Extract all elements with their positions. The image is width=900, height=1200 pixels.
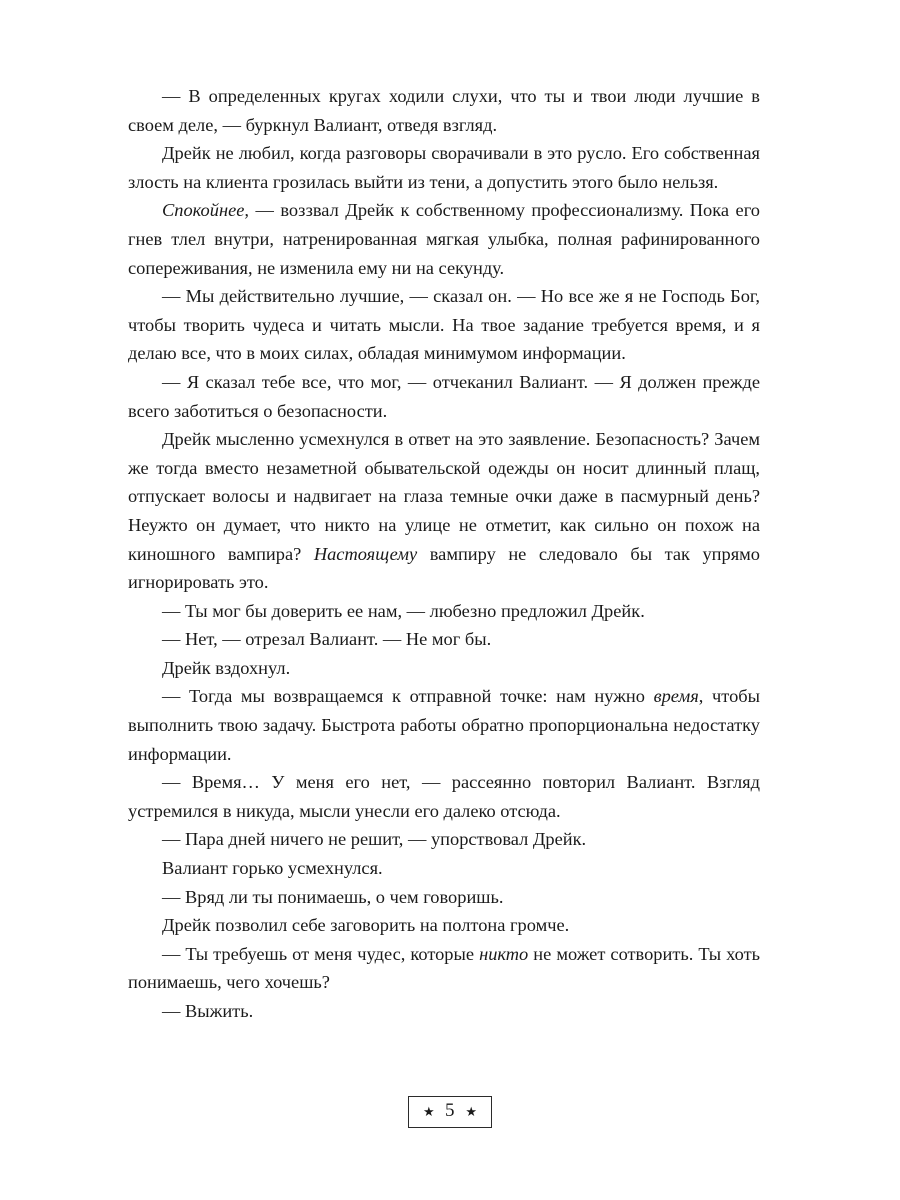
star-icon: ★ bbox=[465, 1103, 477, 1119]
paragraph-text: не может сотворить. Ты хоть понимаешь, чего хочешь? bbox=[128, 943, 760, 993]
page-number-container bbox=[0, 1096, 900, 1128]
paragraph: — Время… У меня его нет, — рассеянно повторил Валиант. Взгляд устремился в никуда, мысли унесли его далеко отсюда. bbox=[128, 772, 760, 821]
paragraph: Дрейк не любил, когда разговоры сворачивали в это русло. Его собственная злость на клиента грозилась выйти из тени, а допустить этого было нельзя. bbox=[128, 143, 760, 192]
star-icon: ★ bbox=[423, 1103, 435, 1119]
paragraph-text: , чтобы выполнить твою задачу. Быстрота работы обратно пропорциональна недостатку информации. bbox=[128, 686, 760, 764]
paragraph-text: Дрейк мысленно усмехнулся в ответ на это заявление. Безопасность? Зачем же тогда вместо незаметной обывательской одежды он носит длинный плащ, отпускает волосы и надвигает на глаза темные очки даже в пасмурный день? Неужто он думает, что никто на улице не отметит, как сильно он похож на киношного вампира? bbox=[128, 429, 760, 564]
paragraph: — В определенных кругах ходили слухи, что ты и твои люди лучшие в своем деле, — буркнул Валиант, отведя взгляд. bbox=[128, 86, 760, 135]
paragraph: — Выжить. bbox=[162, 1001, 254, 1021]
emphasized-text: никто bbox=[479, 943, 529, 964]
paragraph bbox=[128, 940, 760, 997]
paragraph: — Вряд ли ты понимаешь, о чем говоришь. bbox=[162, 886, 504, 907]
paragraph: — Ты мог бы доверить ее нам, — любезно предложил Дрейк. bbox=[162, 600, 645, 621]
paragraph bbox=[128, 682, 760, 768]
paragraph-text: — воззвал Дрейк к собственному профессионализму. Пока его гнев тлел внутри, натренированная мягкая улыбка, полная рафинированного сопереживания, не изменила ему ни на секунду. bbox=[128, 200, 760, 278]
paragraph: — Нет, — отрезал Валиант. — Не мог бы. bbox=[162, 629, 492, 650]
page-number: 5 bbox=[445, 1100, 455, 1121]
paragraph-text: — Тогда мы возвращаемся к отправной точке: нам нужно bbox=[162, 686, 654, 707]
emphasized-text: Спокойнее, bbox=[162, 200, 249, 221]
paragraph: Дрейк вздохнул. bbox=[162, 657, 291, 678]
paragraph: — Я сказал тебе все, что мог, — отчеканил Валиант. — Я должен прежде всего заботиться о безопасности. bbox=[128, 371, 760, 421]
emphasized-text: время bbox=[653, 686, 699, 707]
paragraph: Дрейк позволил себе заговорить на полтона громче. bbox=[162, 915, 570, 936]
paragraph: Валиант горько усмехнулся. bbox=[162, 858, 383, 879]
page-body-text bbox=[128, 82, 760, 1026]
paragraph-text: — Ты требуешь от меня чудес, которые bbox=[162, 943, 480, 964]
emphasized-text: Настоящему bbox=[313, 543, 418, 564]
paragraph bbox=[128, 425, 760, 597]
paragraph: — Мы действительно лучшие, — сказал он. — Но все же я не Господь Бог, чтобы творить чудеса и читать мысли. На твое задание требуется время, и я делаю все, что в моих силах, обладая минимумом информации. bbox=[128, 286, 760, 364]
page-number-badge bbox=[408, 1096, 492, 1128]
paragraph-text: вампиру не следовало бы так упрямо игнорировать это. bbox=[128, 543, 760, 593]
paragraph: — Пара дней ничего не решит, — упорствовал Дрейк. bbox=[162, 829, 587, 850]
paragraph bbox=[128, 196, 760, 282]
